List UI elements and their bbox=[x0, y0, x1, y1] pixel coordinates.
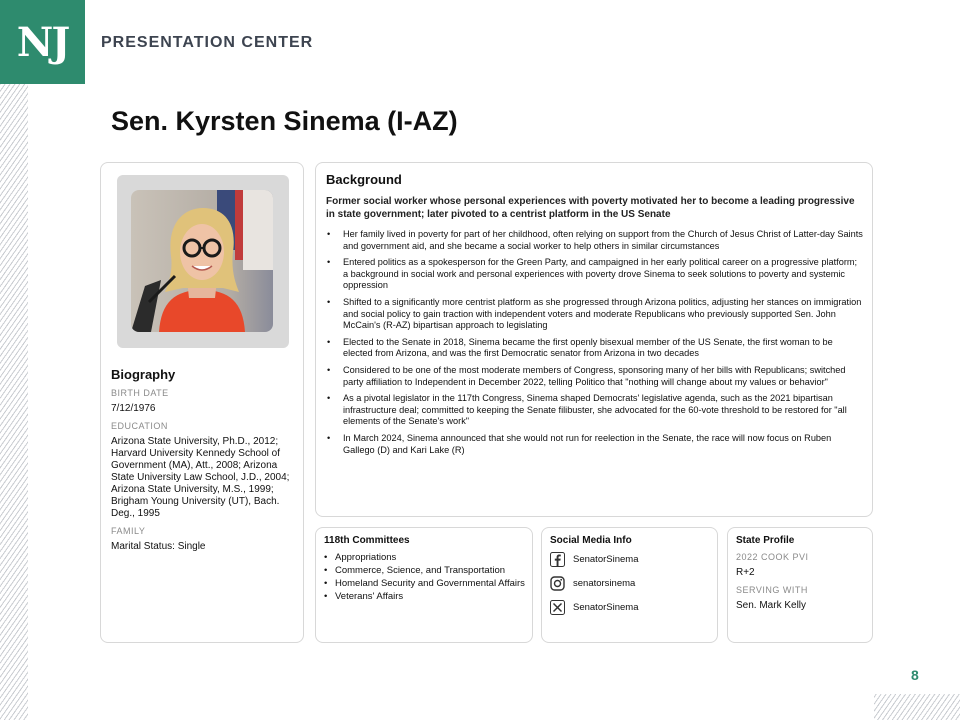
background-bullet: • Considered to be one of the most moderate members of Congress, sponsoring many of her bills with Republicans; switched party affiliation to Independent in December 2022, telling Politico that "nothing will change about my values or behavior" bbox=[326, 365, 864, 388]
page-title: Sen. Kyrsten Sinema (I-AZ) bbox=[111, 106, 458, 136]
senator-photo bbox=[131, 190, 273, 332]
birth-date-label: BIRTH DATE bbox=[111, 388, 169, 398]
background-bullet: • Shifted to a significantly more centrist platform as she progressed through Arizona politics, adjusting her stances on immigration and social policy to gain traction with independent voters and moderate Republicans who previously supported Sen. John McCain's (R-AZ) bipartisan approach to legislating bbox=[326, 297, 864, 332]
committee-item: • Commerce, Science, and Transportation bbox=[324, 565, 526, 577]
background-bullet: • Entered politics as a spokesperson for the Green Party, and campaigned in her early political career on a progressive platform; a background in social work and personal experiences with poverty drove Sinema to seek solutions to poverty and systemic oppression bbox=[326, 257, 864, 292]
instagram-icon bbox=[550, 576, 565, 591]
nj-logo bbox=[0, 0, 85, 84]
facebook-handle: SenatorSinema bbox=[573, 554, 639, 565]
committee-item: • Appropriations bbox=[324, 552, 526, 564]
serving-with-label: SERVING WITH bbox=[736, 585, 808, 595]
background-bullet: • Elected to the Senate in 2018, Sinema became the first openly bisexual member of the US Senate, the first woman to be elected from Arizona, and was the first Democratic senator from Arizona in two decades bbox=[326, 337, 864, 360]
social-row-instagram[interactable] bbox=[550, 576, 711, 591]
cook-pvi-value: R+2 bbox=[736, 567, 755, 578]
biography-content bbox=[111, 367, 299, 557]
cook-pvi-label: 2022 COOK PVI bbox=[736, 552, 809, 562]
committees-card bbox=[315, 527, 533, 643]
social-row-facebook[interactable] bbox=[550, 552, 711, 567]
committee-item: • Veterans' Affairs bbox=[324, 591, 526, 603]
photo-frame bbox=[117, 175, 289, 348]
social-row-x[interactable] bbox=[550, 600, 711, 615]
background-bullet: • As a pivotal legislator in the 117th Congress, Sinema shaped Democrats' legislative agenda, such as the 2021 bipartisan infrastructure deal; committed to keeping the Senate filibuster, she advocated for the 60-vote threshold to be restored for "all elements of the Senate's work" bbox=[326, 393, 864, 428]
state-profile-heading: State Profile bbox=[736, 535, 795, 546]
committees-heading: 118th Committees bbox=[324, 535, 410, 546]
x-icon bbox=[550, 600, 565, 615]
portrait-illustration bbox=[131, 190, 273, 332]
background-card bbox=[315, 162, 873, 517]
biography-card bbox=[100, 162, 304, 643]
serving-with-value: Sen. Mark Kelly bbox=[736, 600, 807, 611]
background-summary: Former social worker whose personal experiences with poverty motivated her to become a leading progressive in state government; later pivoted to a centrist platform in the US Senate bbox=[326, 196, 855, 220]
background-bullet: • Her family lived in poverty for part of her childhood, often relying on support from the Church of Jesus Christ of Latter-day Saints and government aid, and she became a social worker to help others in similar circumstances bbox=[326, 229, 864, 252]
page-number: 8 bbox=[911, 667, 919, 683]
decorative-hatch-left bbox=[0, 84, 28, 720]
social-media-card bbox=[541, 527, 718, 643]
background-heading: Background bbox=[326, 172, 402, 187]
education-label: EDUCATION bbox=[111, 421, 168, 431]
background-bullets bbox=[326, 229, 864, 456]
header-label: PRESENTATION CENTER bbox=[101, 34, 314, 51]
family-label: FAMILY bbox=[111, 526, 146, 536]
biography-heading: Biography bbox=[111, 367, 176, 382]
education-value: Arizona State University, Ph.D., 2012; Harvard University Kennedy School of Government (MA), Att., 2008; Arizona State University Law School, J.D., 2004; Arizona State University, M.S., 1999; Brigham Young University (UT), Bach. Deg., 1995 bbox=[111, 436, 290, 519]
x-handle: SenatorSinema bbox=[573, 602, 639, 613]
facebook-icon bbox=[550, 552, 565, 567]
birth-date-value: 7/12/1976 bbox=[111, 403, 156, 414]
committee-item: • Homeland Security and Governmental Affairs bbox=[324, 578, 526, 590]
committees-list bbox=[324, 552, 526, 603]
family-value: Marital Status: Single bbox=[111, 541, 206, 552]
instagram-handle: senatorsinema bbox=[573, 578, 636, 589]
decorative-hatch-bottom-right bbox=[874, 694, 960, 720]
state-profile-card bbox=[727, 527, 873, 643]
background-bullet: • In March 2024, Sinema announced that she would not run for reelection in the Senate, the race will now focus on Ruben Gallego (D) and Kari Lake (R) bbox=[326, 433, 864, 456]
social-heading: Social Media Info bbox=[550, 535, 632, 546]
logo-text: NJ bbox=[16, 18, 69, 66]
